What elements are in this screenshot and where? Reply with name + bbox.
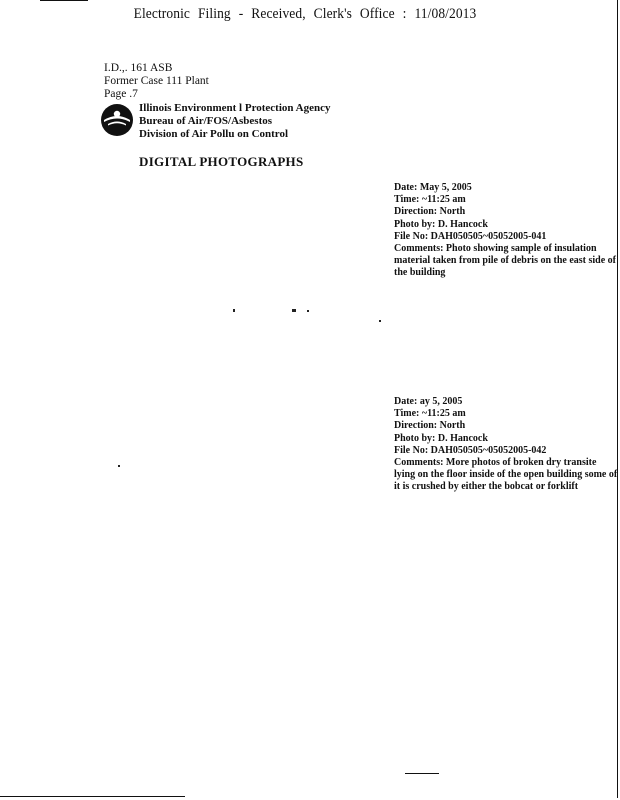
photo-photographer: Photo by: D. Hancock [394, 218, 488, 230]
iepa-seal-icon [100, 103, 134, 137]
footer-short-rule [405, 773, 439, 774]
photo-time: Time: ~11:25 am [394, 408, 466, 420]
photo-comments: Comments: Photo showing sample of insulation material taken from pile of debris on the east side of the building [394, 243, 617, 279]
photo-direction: Direction: North [394, 206, 466, 218]
agency-name: Illinois Environment l Protection Agency [139, 102, 331, 114]
scan-speck [307, 310, 309, 312]
division-name: Division of Air Pollu on Control [139, 128, 289, 140]
scan-speck [233, 309, 235, 312]
bottom-edge-rule [0, 796, 185, 797]
site-name-line: Former Case 111 Plant [104, 75, 209, 87]
filing-stamp: Electronic Filing - Received, Clerk's Office : 11/08/2013 [133, 6, 477, 22]
photo-direction: Direction: North [394, 420, 466, 432]
photo-comments: Comments: More photos of broken dry transite lying on the floor inside of the open building some of it is crushed by either the bobcat or forklift [394, 457, 618, 493]
photo-metadata-block-1 [394, 182, 618, 280]
scan-speck [292, 309, 296, 312]
document-id-block [104, 62, 209, 101]
agency-block [139, 102, 331, 141]
page-number-line: Page .7 [104, 88, 138, 100]
bureau-name: Bureau of Air/FOS/Asbestos [139, 115, 273, 127]
photo-time: Time: ~11:25 am [394, 194, 466, 206]
photo-file-number: File No: DAH050505~05052005-041 [394, 230, 547, 242]
scan-speck [379, 320, 381, 322]
top-edge-rule [40, 0, 88, 1]
photo-file-number: File No: DAH050505~05052005-042 [394, 444, 547, 456]
photo-date: Date: ay 5, 2005 [394, 396, 463, 407]
photo-photographer: Photo by: D. Hancock [394, 432, 488, 444]
photo-metadata-block-2 [394, 396, 618, 494]
document-id-line: I.D.,. 161 ASB [104, 62, 173, 74]
page-title: DIGITAL PHOTOGRAPHS [139, 154, 304, 169]
scan-speck [118, 465, 120, 467]
photo-date: Date: May 5, 2005 [394, 182, 472, 193]
